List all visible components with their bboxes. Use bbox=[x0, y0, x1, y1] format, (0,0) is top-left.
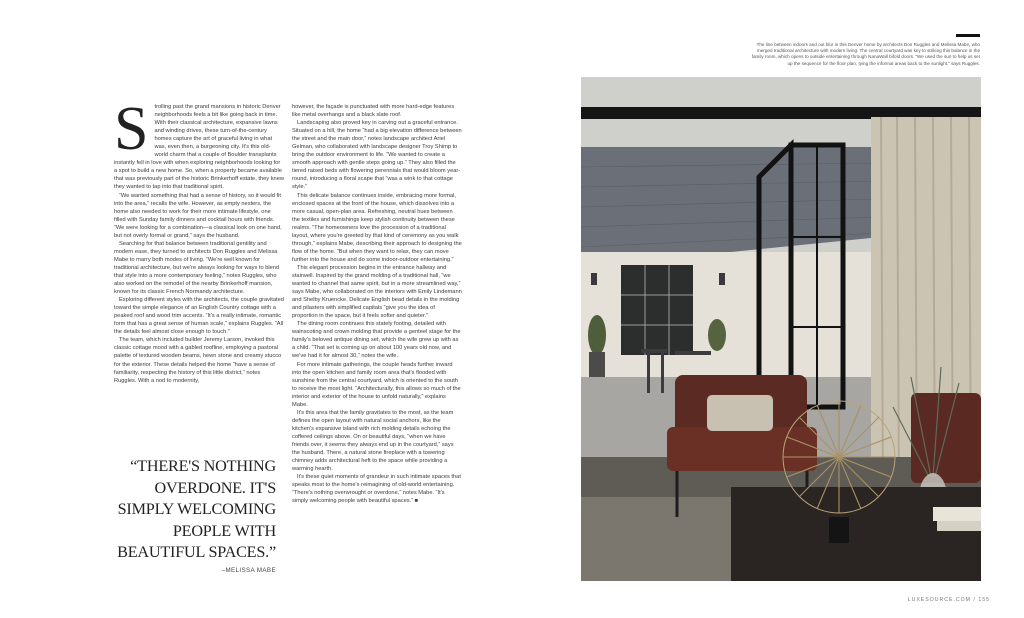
photo-caption: The line between indoors and out blur in this Denver home by architects Don Ruggles and Melissa Mabe, who merged traditional architecture with modern living. The central courtyard was key to striking this balance in the family room, which opens to outside entertaining through NanaWall bifold doors. “We used the sun to help us set up the sequence for the floor plan, tying the informal areas back to the sunlight,” says Ruggles. bbox=[751, 42, 980, 66]
paragraph: Landscaping also proved key in carving out a graceful entrance. Situated on a hill, the home “had a big elevation difference between the street and the main door,” notes landscape architect Ariel Gelman, who collaborated with landscape designer Troy Shimp to bring the outdoor environment to life. “We wanted to create a smooth approach with gentle steps going up.” They also filled the tiered raised beds with flowering perennials that would bloom year-round, introducing a floral scape that “was a wink to that cottage style.” bbox=[292, 120, 462, 191]
paragraph: Exploring different styles with the architects, the couple gravitated toward the simple elegance of an English Country cottage with a peaked roof and wood trim accents. “It's a really intimate, romantic form that has a great sense of human scale,” explains Ruggles. “All the details feel almost close enough to touch.” bbox=[114, 297, 284, 336]
pull-quote-line: SIMPLY WELCOMING bbox=[117, 500, 276, 519]
article-column-1 bbox=[114, 95, 284, 385]
caption-rule bbox=[956, 34, 980, 37]
pull-quote-line: PEOPLE WITH bbox=[172, 521, 276, 540]
interior-photo-illustration bbox=[581, 77, 981, 581]
article-column-2 bbox=[292, 103, 462, 505]
paragraph: Searching for that balance between traditional gentility and modern ease, they turned to architects Don Ruggles and Melissa Mabe to marry both modes of living. “We're well known for traditional architecture, but we're always looking for ways to blend that style into a more contemporary feeling,” notes Ruggles, who also worked on the remodel of the nearby Brinkerhoff mansion, known for its classic French Normandy architecture. bbox=[114, 240, 280, 296]
paragraph: The team, which included builder Jeremy Larson, invoked this classic cottage mood with a gabled roofline, employing a pastoral palette of textured wooden beams, hewn stone and creamy stucco for the exterior. These details helped the home “have a sense of familiarity, respecting the history of this little district,” notes Ruggles. With a nod to modernity, bbox=[114, 337, 282, 384]
pull-quote-line: “THERE'S NOTHING bbox=[130, 457, 276, 475]
pull-quote-attribution: –MELISSA MABE bbox=[221, 566, 276, 574]
interior-photo bbox=[581, 77, 981, 581]
pull-quote-line: BEAUTIFUL SPACES.” bbox=[117, 543, 276, 562]
paragraph: This elegant procession begins in the entrance hallway and stairwell. Inspired by the grand molding of a traditional hall, “we wanted to channel that same spirit, but in a more streamlined way,” says Mabe, who collaborated on the interiors with Emily Lindemann and Shelby Kruencke. Delicate English bead details in the molding and pilasters with simplified capitals “give you the idea of proportion in the space, but it feels softer and quieter.” bbox=[292, 264, 462, 320]
paragraph: trolling past the grand mansions in historic Denver neighborhoods feels a bit like going back in time. With their classical architecture, expansive lawns and winding drives, these turn-of-the-century homes capture the art of graceful living in what was, even then, a burgeoning city. It's this old-world charm that a couple of Boulder transplants instantly fell in love with when exploring neighborhoods looking for a spot to build a new home. So, when a property became available that was previously part of the historic Brinkerhoff estate, they knew they wanted to tap into that traditional spirit. bbox=[114, 104, 284, 191]
paragraph: This delicate balance continues inside, embracing more formal, enclosed spaces at the front of the house, which dissolves into a more casual, open-plan area. Refreshing, neutral hues between the textiles and furnishings keep stylish continuity between these realms. “The homeowners love the procession of a traditional layout, where you're greeted by that kind of ceremony as you walk through,” explains Mabe, describing their approach to designing the flow of the home. “But when they want to relax, they can move further into the house and do some indoor-outdoor entertaining.” bbox=[292, 192, 462, 263]
dropcap: S bbox=[114, 95, 149, 163]
paragraph: For more intimate gatherings, the couple heads further inward into the open kitchen and family room area that's flooded with sunshine from the central courtyard, which is oriented to the south to receive the most light. “Architecturally, this allows so much of the interior and exterior of the house to unfold naturally,” explains Mabe. bbox=[292, 361, 461, 408]
paragraph: It's these quiet moments of grandeur in such intimate spaces that speaks most to the home's reimagining of old-world entertaining. “There's nothing overwrought or overdone,” notes Mabe. “It's simply welcoming people with beautiful spaces.” ■ bbox=[292, 474, 461, 505]
paragraph: The dining room continues this stately footing, detailed with wainscoting and crown molding that provide a genteel stage for the family's beloved antique dining set, which the wife grew up with as a child. “That set is coming up on about 100 years old now, and we've had it for almost 30,” notes the wife. bbox=[292, 321, 461, 360]
paragraph: It's this area that the family gravitates to the most, as the team defines the open layout with natural social anchors, like the kitchen's expansive island with rich molding details echoing the coffered ceilings above. On or beautiful days, “when we have friends over, it seems they always end up in the courtyard,” says the husband. There, a natural stone fireplace with a towering chimney adds architectural heft to the space while providing a warming hearth. bbox=[292, 409, 454, 473]
pull-quote-line: OVERDONE. IT'S bbox=[154, 478, 276, 497]
pull-quote bbox=[96, 456, 276, 576]
paragraph: however, the façade is punctuated with more hard-edge features like metal overhangs and a black slate roof. bbox=[292, 104, 455, 119]
paragraph: “We wanted something that had a sense of history, so it would fit into the area,” recalls the wife. However, as empty nesters, the home also needed to work for their more intimate lifestyle, one filled with Sunday family dinners and cocktail hours with friends. “We were looking for a combination—a classical look on one hand, but not overly formal or grand,” says the husband. bbox=[114, 192, 282, 239]
page-folio: LUXESOURCE.COM / 155 bbox=[907, 597, 990, 603]
